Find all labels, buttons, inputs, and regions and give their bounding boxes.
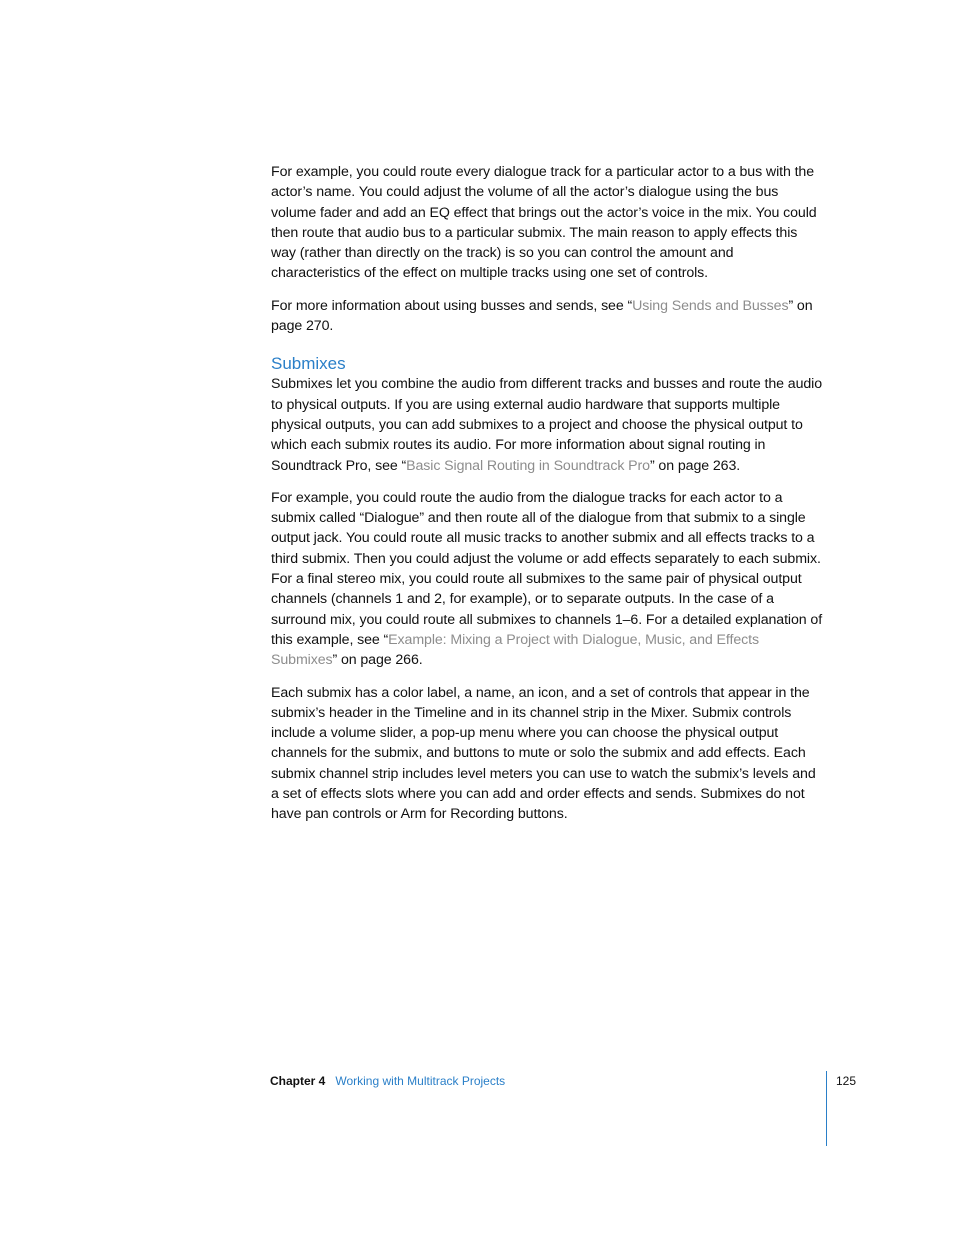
text-after-link: ” on page 263. xyxy=(649,457,741,474)
paragraph-submixes-intro xyxy=(271,374,826,475)
text-before-link: Submixes let you combine the audio from different tracks and busses and route the audio to physical outputs. If you are using external audio hardware that supports multiple physical outputs, you can add submixes to a project and choose the physical output to which each submix routes its audio. For more information about signal routing in Soundtrack Pro, see “ xyxy=(271,376,822,474)
text-after-link: ” on page 266. xyxy=(332,652,423,669)
chapter-label: Chapter 4 xyxy=(270,1074,326,1088)
page-footer xyxy=(270,1073,505,1089)
link-mixing-example[interactable]: Example: Mixing a Project with Dialogue, Music, and Effects Submixes xyxy=(271,631,759,669)
chapter-title-link[interactable]: Working with Multitrack Projects xyxy=(335,1074,506,1088)
paragraph-bus-example: For example, you could route every dialogue track for a particular actor to a bus with the actor’s name. You could adjust the volume of all the actor’s dialogue using the bus volume fader and add an EQ effect that brings out the actor’s voice in the mix. You could then route that audio bus to a particular submix. The main reason to apply effects this way (rather than directly on the track) is so you can control the amount and characteristics of the effect on multiple tracks using one set of controls. xyxy=(271,164,817,282)
paragraph-submix-controls: Each submix has a color label, a name, an icon, and a set of controls that appear in the submix’s header in the Timeline and in its channel strip in the Mixer. Submix controls include a volume slider, a pop-up menu where you can choose the physical output channels for the submix, and buttons to mute or solo the submix and add effects. Each submix channel strip includes level meters you can use to watch the submix’s levels and a set of effects slots where you can add and order effects and sends. Submixes do not have pan controls or Arm for Recording buttons. xyxy=(271,684,816,823)
text-after-link: ” on page 270. xyxy=(271,297,813,335)
section-heading-submixes: Submixes xyxy=(271,354,346,374)
page-number: 125 xyxy=(836,1074,857,1088)
paragraph-more-info xyxy=(271,296,826,337)
footer-divider xyxy=(826,1071,827,1146)
paragraph-submix-example xyxy=(271,488,826,671)
page-content xyxy=(271,162,826,837)
link-basic-signal-routing[interactable]: Basic Signal Routing in Soundtrack Pro xyxy=(406,457,650,474)
link-using-sends-and-busses[interactable]: Using Sends and Busses xyxy=(632,297,789,314)
text-before-link: For more information about using busses and sends, see “ xyxy=(271,297,633,314)
text-before-link: For example, you could route the audio from the dialogue tracks for each actor to a submix called “Dialogue” and then route all of the dialogue from that submix to a single output jack. You could route all music tracks to another submix and all effects tracks to a third submix. Then you could adjust the volume or add effects separately to each submix. For a final stereo mix, you could route all submixes to the same pair of physical output channels (channels 1 and 2, for example), or to separate outputs. In the case of a surround mix, you could route all submixes to channels 1–6. For a detailed explanation of this example, see “ xyxy=(271,489,823,648)
